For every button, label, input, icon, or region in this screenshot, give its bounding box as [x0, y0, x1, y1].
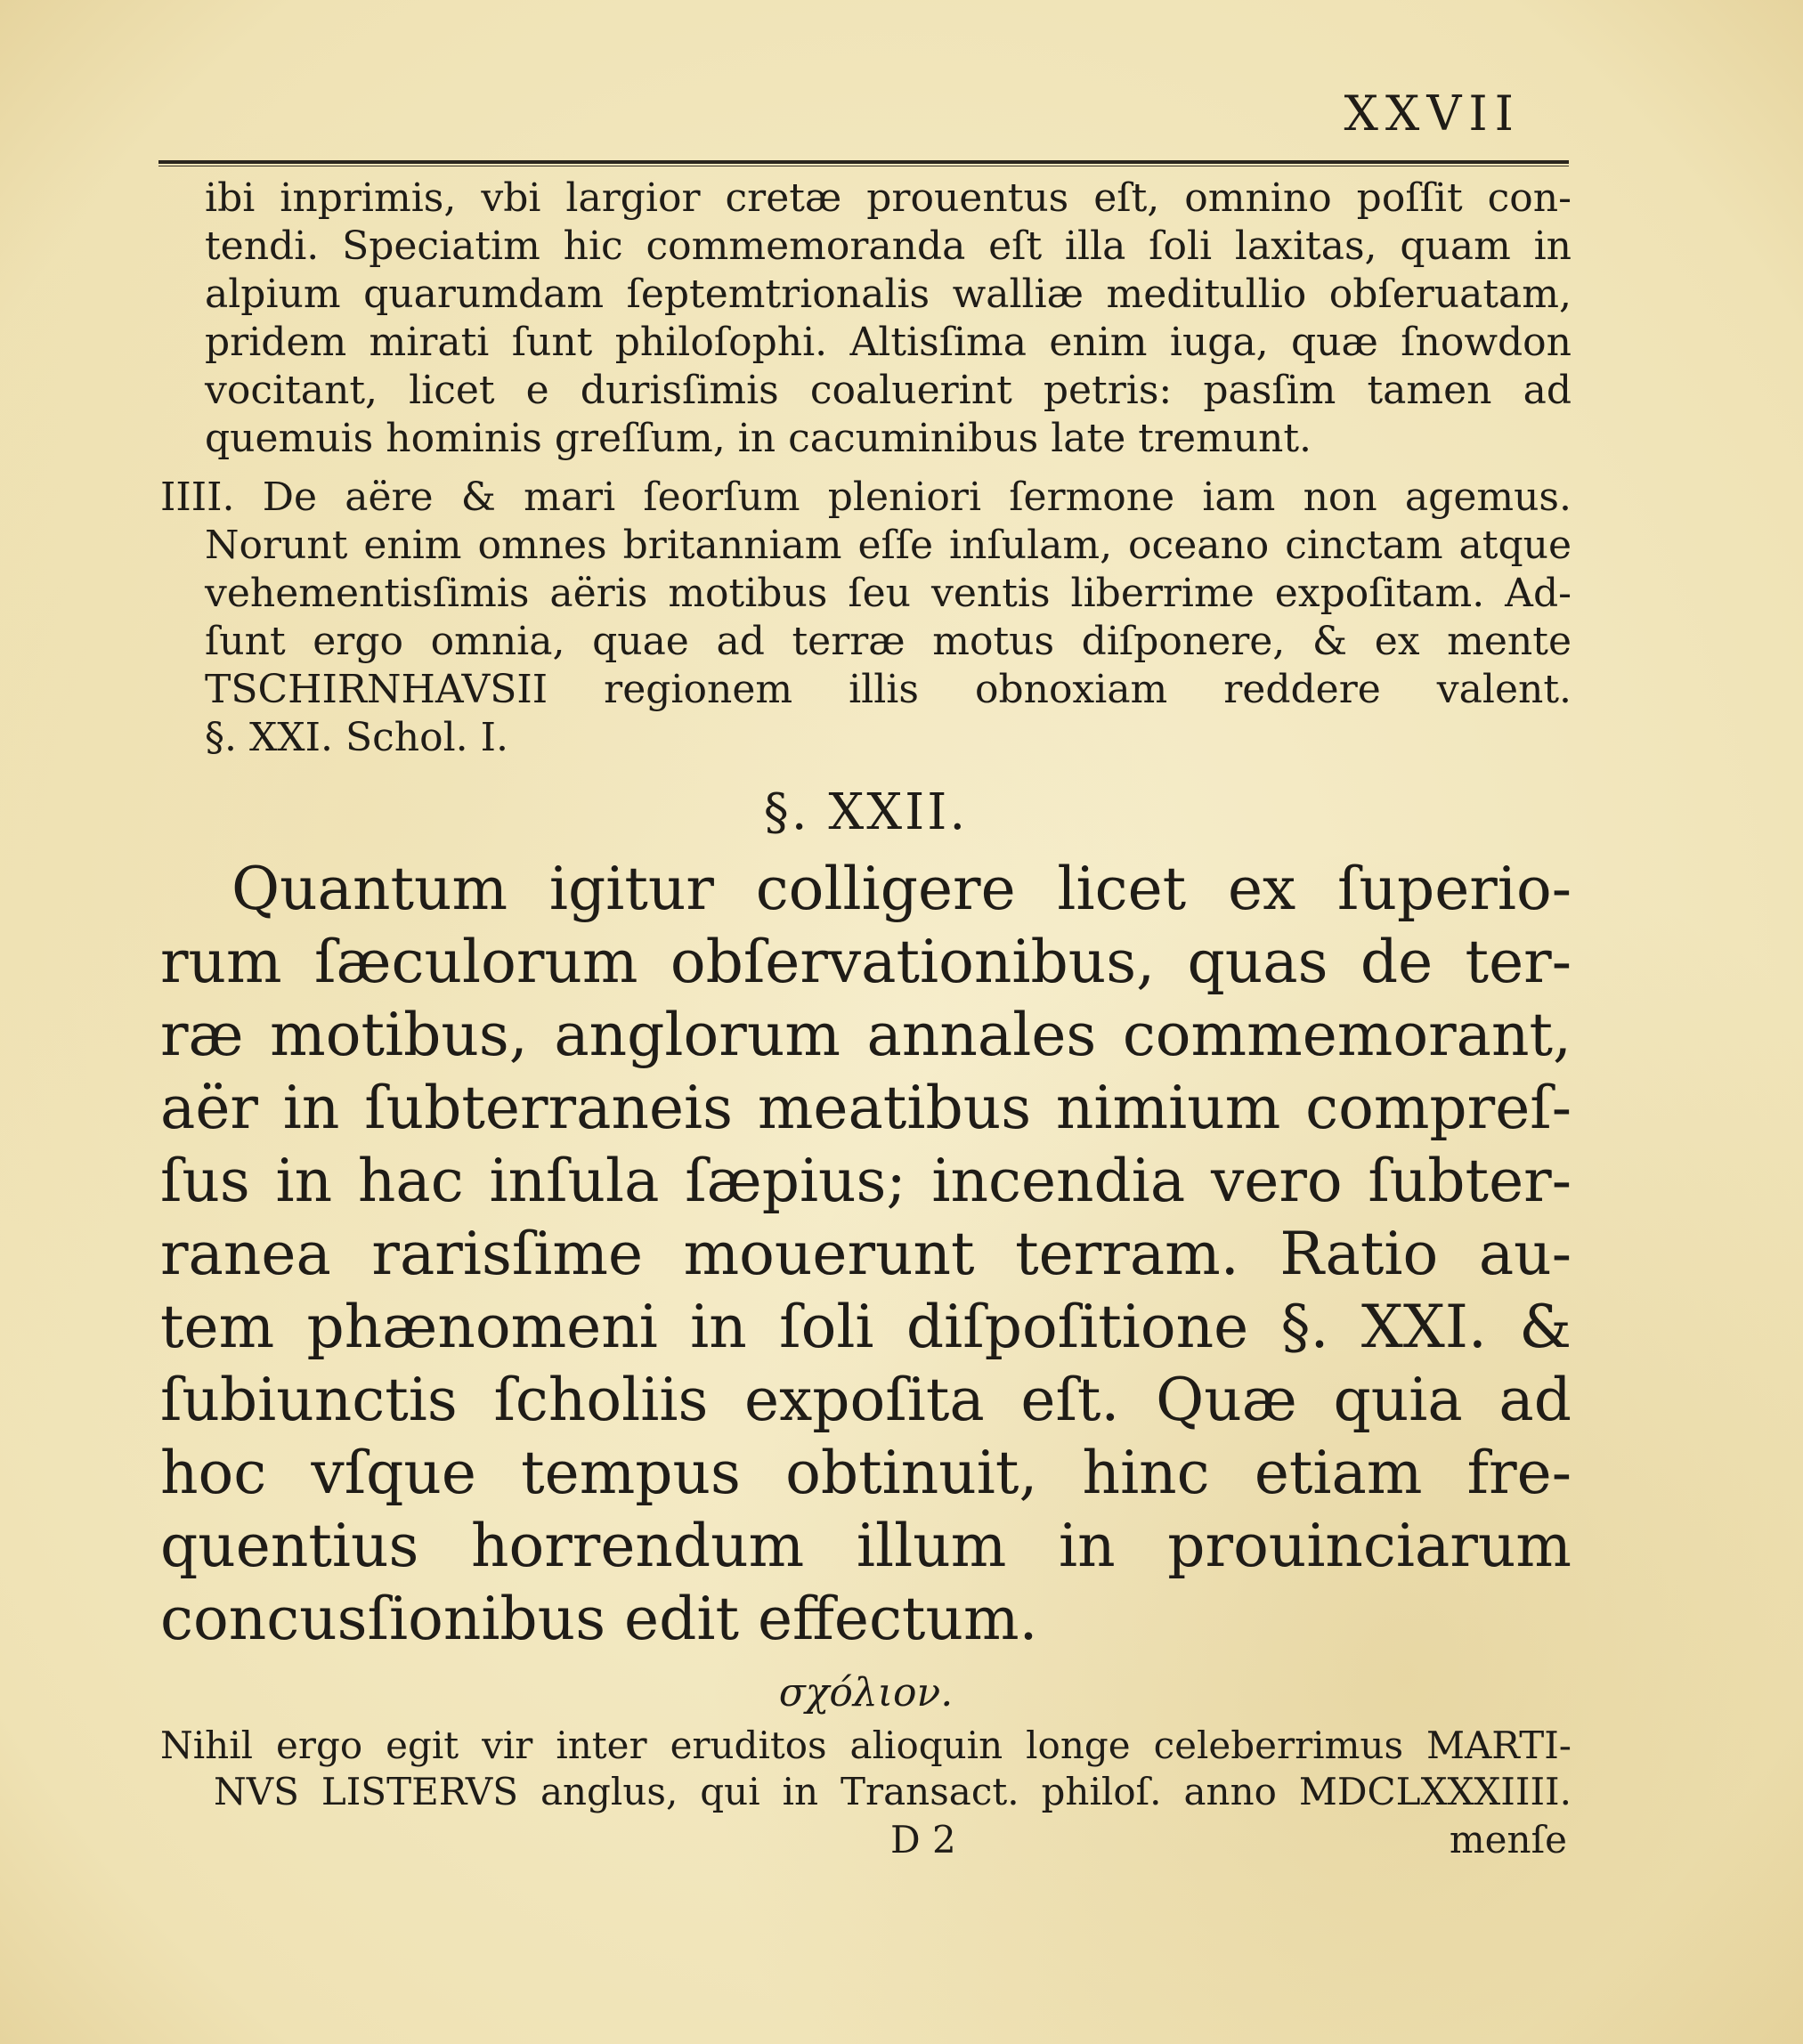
text-line: Nihil ergo egit vir inter eruditos alioquin longe celeberrimus MARTI- [160, 1724, 1572, 1767]
text-line: rum ſæculorum obſervationibus, quas de ter- [160, 928, 1572, 996]
text-line: ibi inprimis, vbi largior cretæ prouentus eſt, omnino poſſit con- [205, 175, 1572, 221]
header-rule [158, 160, 1569, 164]
text-line: ſubiunctis ſcholiis expoſita eſt. Quæ quia ad [160, 1366, 1572, 1434]
text-line: aër in ſubterraneis meatibus nimium compreſ- [160, 1074, 1572, 1142]
text-line: alpium quarumdam ſeptemtrionalis walliæ meditullio obſeruatam, [205, 272, 1572, 317]
text-line: NVS LISTERVS anglus, qui in Transact. philoſ. anno MDCLXXXIIII. [214, 1770, 1572, 1813]
scholion-heading: σχόλιον. [778, 1670, 954, 1716]
text-line: vocitant, licet e durisſimis coaluerint petris: pasſim tamen ad [205, 368, 1572, 413]
text-line: ranea rarisſime mouerunt terram. Ratio au- [160, 1220, 1572, 1288]
section-title: §. XXII. [763, 783, 969, 841]
text-line: pridem mirati ſunt philoſophi. Altisſima enim iuga, quæ ſnowdon [205, 320, 1572, 365]
text-line: hoc vſque tempus obtinuit, hinc etiam fre- [160, 1439, 1572, 1507]
signature-mark: D 2 [890, 1818, 956, 1862]
text-line: tem phænomeni in ſoli diſpoſitione §. XXI. & [160, 1293, 1572, 1361]
text-line: IIII. De aëre & mari ſeorſum pleniori ſermone iam non agemus. [160, 474, 1572, 520]
catchword: menſe [1449, 1818, 1567, 1862]
text-line: quemuis hominis greſſum, in cacuminibus late tremunt. [205, 416, 1312, 461]
text-line: vehementisſimis aëris motibus ſeu ventis liberrime expoſitam. Ad- [205, 571, 1572, 616]
text-line: TSCHIRNHAVSII regionem illis obnoxiam reddere valent. [205, 667, 1572, 712]
text-line: Quantum igitur colligere licet ex ſuperio- [231, 855, 1572, 923]
text-line: Norunt enim omnes britanniam eſſe inſulam, oceano cinctam atque [205, 523, 1572, 568]
text-line: ræ motibus, anglorum annales commemorant, [160, 1001, 1572, 1069]
text-line: concusſionibus edit effectum. [160, 1585, 1038, 1653]
text-line: ſunt ergo omnia, quae ad terræ motus diſponere, & ex mente [205, 619, 1572, 664]
text-line: ſus in hac inſula ſæpius; incendia vero ſubter- [160, 1147, 1572, 1215]
page-number: XXVII [1344, 85, 1521, 142]
text-line: quentius horrendum illum in prouinciarum [160, 1512, 1572, 1580]
text-line: §. XXI. Schol. I. [205, 715, 508, 760]
text-line: tendi. Speciatim hic commemoranda eſt illa ſoli laxitas, quam in [205, 223, 1572, 269]
